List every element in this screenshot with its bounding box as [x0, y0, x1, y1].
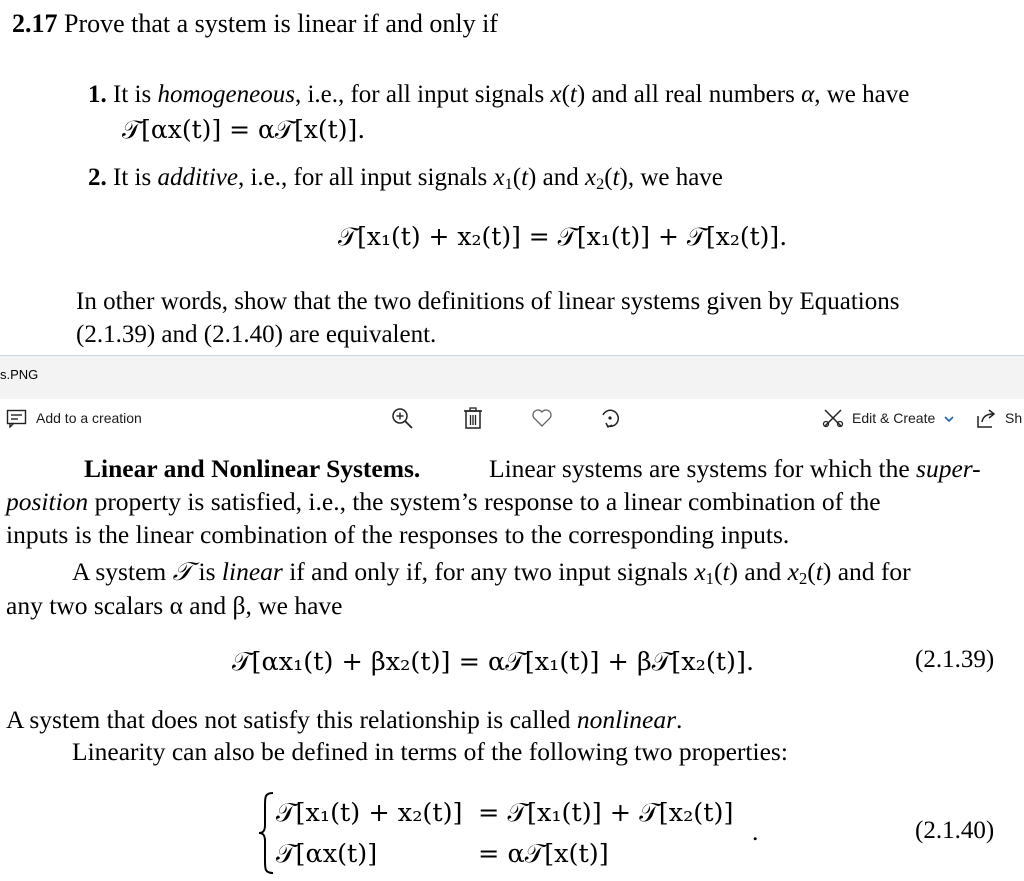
file-name: s.PNG [0, 367, 39, 382]
item-1: 1. It is homogeneous, i.e., for all input signals x(t) and all real numbers α, we have [88, 81, 910, 108]
viewer-toolbar [0, 399, 1024, 437]
book-paragraph-2: A system 𝒯 is linear if and only if, for any two input signals $x_1(t)$ and $x_2(t)$ and for any two scalars α and β, we have [6, 557, 911, 620]
item-2-number: 2. [88, 164, 107, 191]
book-paragraph-3: A system that does not satisfy this relationship is called nonlinear. [6, 705, 683, 734]
equation-2-1-40-dot: . [752, 817, 759, 846]
problem-number: 2.17 [12, 9, 58, 38]
item-1-number: 1. [88, 81, 107, 108]
share-label: Sh [1005, 410, 1023, 426]
equation-2-1-40-line-2: 𝒯[αx(t)] [276, 839, 378, 869]
section-heading: Linear and Nonlinear Systems. [84, 454, 421, 483]
left-brace [257, 791, 275, 880]
favorite-heart-icon[interactable] [530, 406, 554, 430]
book-paragraph-4: Linearity can also be defined in terms of the following two properties: [72, 737, 788, 766]
item-1-formula: 𝒯[αx(t)] = α𝒯[x(t)]. [122, 115, 366, 144]
book-paragraph-1: Linear and Nonlinear Systems. Linear systems are systems for which the super- position property is satisfied, i.e., the system’s response to a linear combination of the inputs is the linear combination of the responses to the corresponding inputs. [6, 454, 981, 549]
equation-2-1-40-line-2-rhs: = α𝒯[x(t)] [478, 839, 609, 869]
problem-header [12, 8, 498, 40]
delete-icon[interactable] [461, 406, 485, 430]
closing-text: In other words, show that the two definitions of linear systems given by Equations (2.1.39) and (2.1.40) are equivalent. [76, 288, 900, 348]
edit-create-label: Edit & Create [852, 410, 936, 426]
rotate-icon[interactable] [598, 406, 622, 430]
creation-icon [6, 408, 28, 428]
edit-create-icon [822, 407, 844, 429]
chevron-down-icon [943, 412, 955, 424]
viewer-title-bar [0, 355, 1024, 400]
add-to-creation-button[interactable] [6, 407, 142, 429]
equation-2-1-39: 𝒯[αx₁(t) + βx₂(t)] = α𝒯[x₁(t)] + β𝒯[x₂(t)]. [232, 647, 755, 677]
add-to-creation-label: Add to a creation [36, 410, 142, 426]
zoom-in-icon[interactable] [390, 406, 414, 430]
equation-number-2-1-39: (2.1.39) [915, 646, 995, 673]
item-2: 2. It is additive, i.e., for all input signals $x_1(t)$ and $x_2(t)$, we have [88, 164, 723, 194]
problem-statement: Prove that a system is linear if and only if [64, 9, 498, 38]
share-button[interactable] [975, 407, 1022, 429]
equation-2-1-40-line-1-rhs: = 𝒯[x₁(t)] + 𝒯[x₂(t)] [478, 798, 734, 828]
item-2-formula: 𝒯[x₁(t) + x₂(t)] = 𝒯[x₁(t)] + 𝒯[x₂(t)]. [338, 222, 788, 251]
item-2-term: additive [157, 164, 238, 191]
item-1-term: homogeneous [157, 81, 295, 108]
equation-number-2-1-40: (2.1.40) [915, 817, 995, 844]
edit-create-button[interactable] [822, 407, 955, 429]
equation-2-1-40-line-1: 𝒯[x₁(t) + x₂(t)] [276, 798, 463, 828]
share-icon [975, 407, 997, 429]
